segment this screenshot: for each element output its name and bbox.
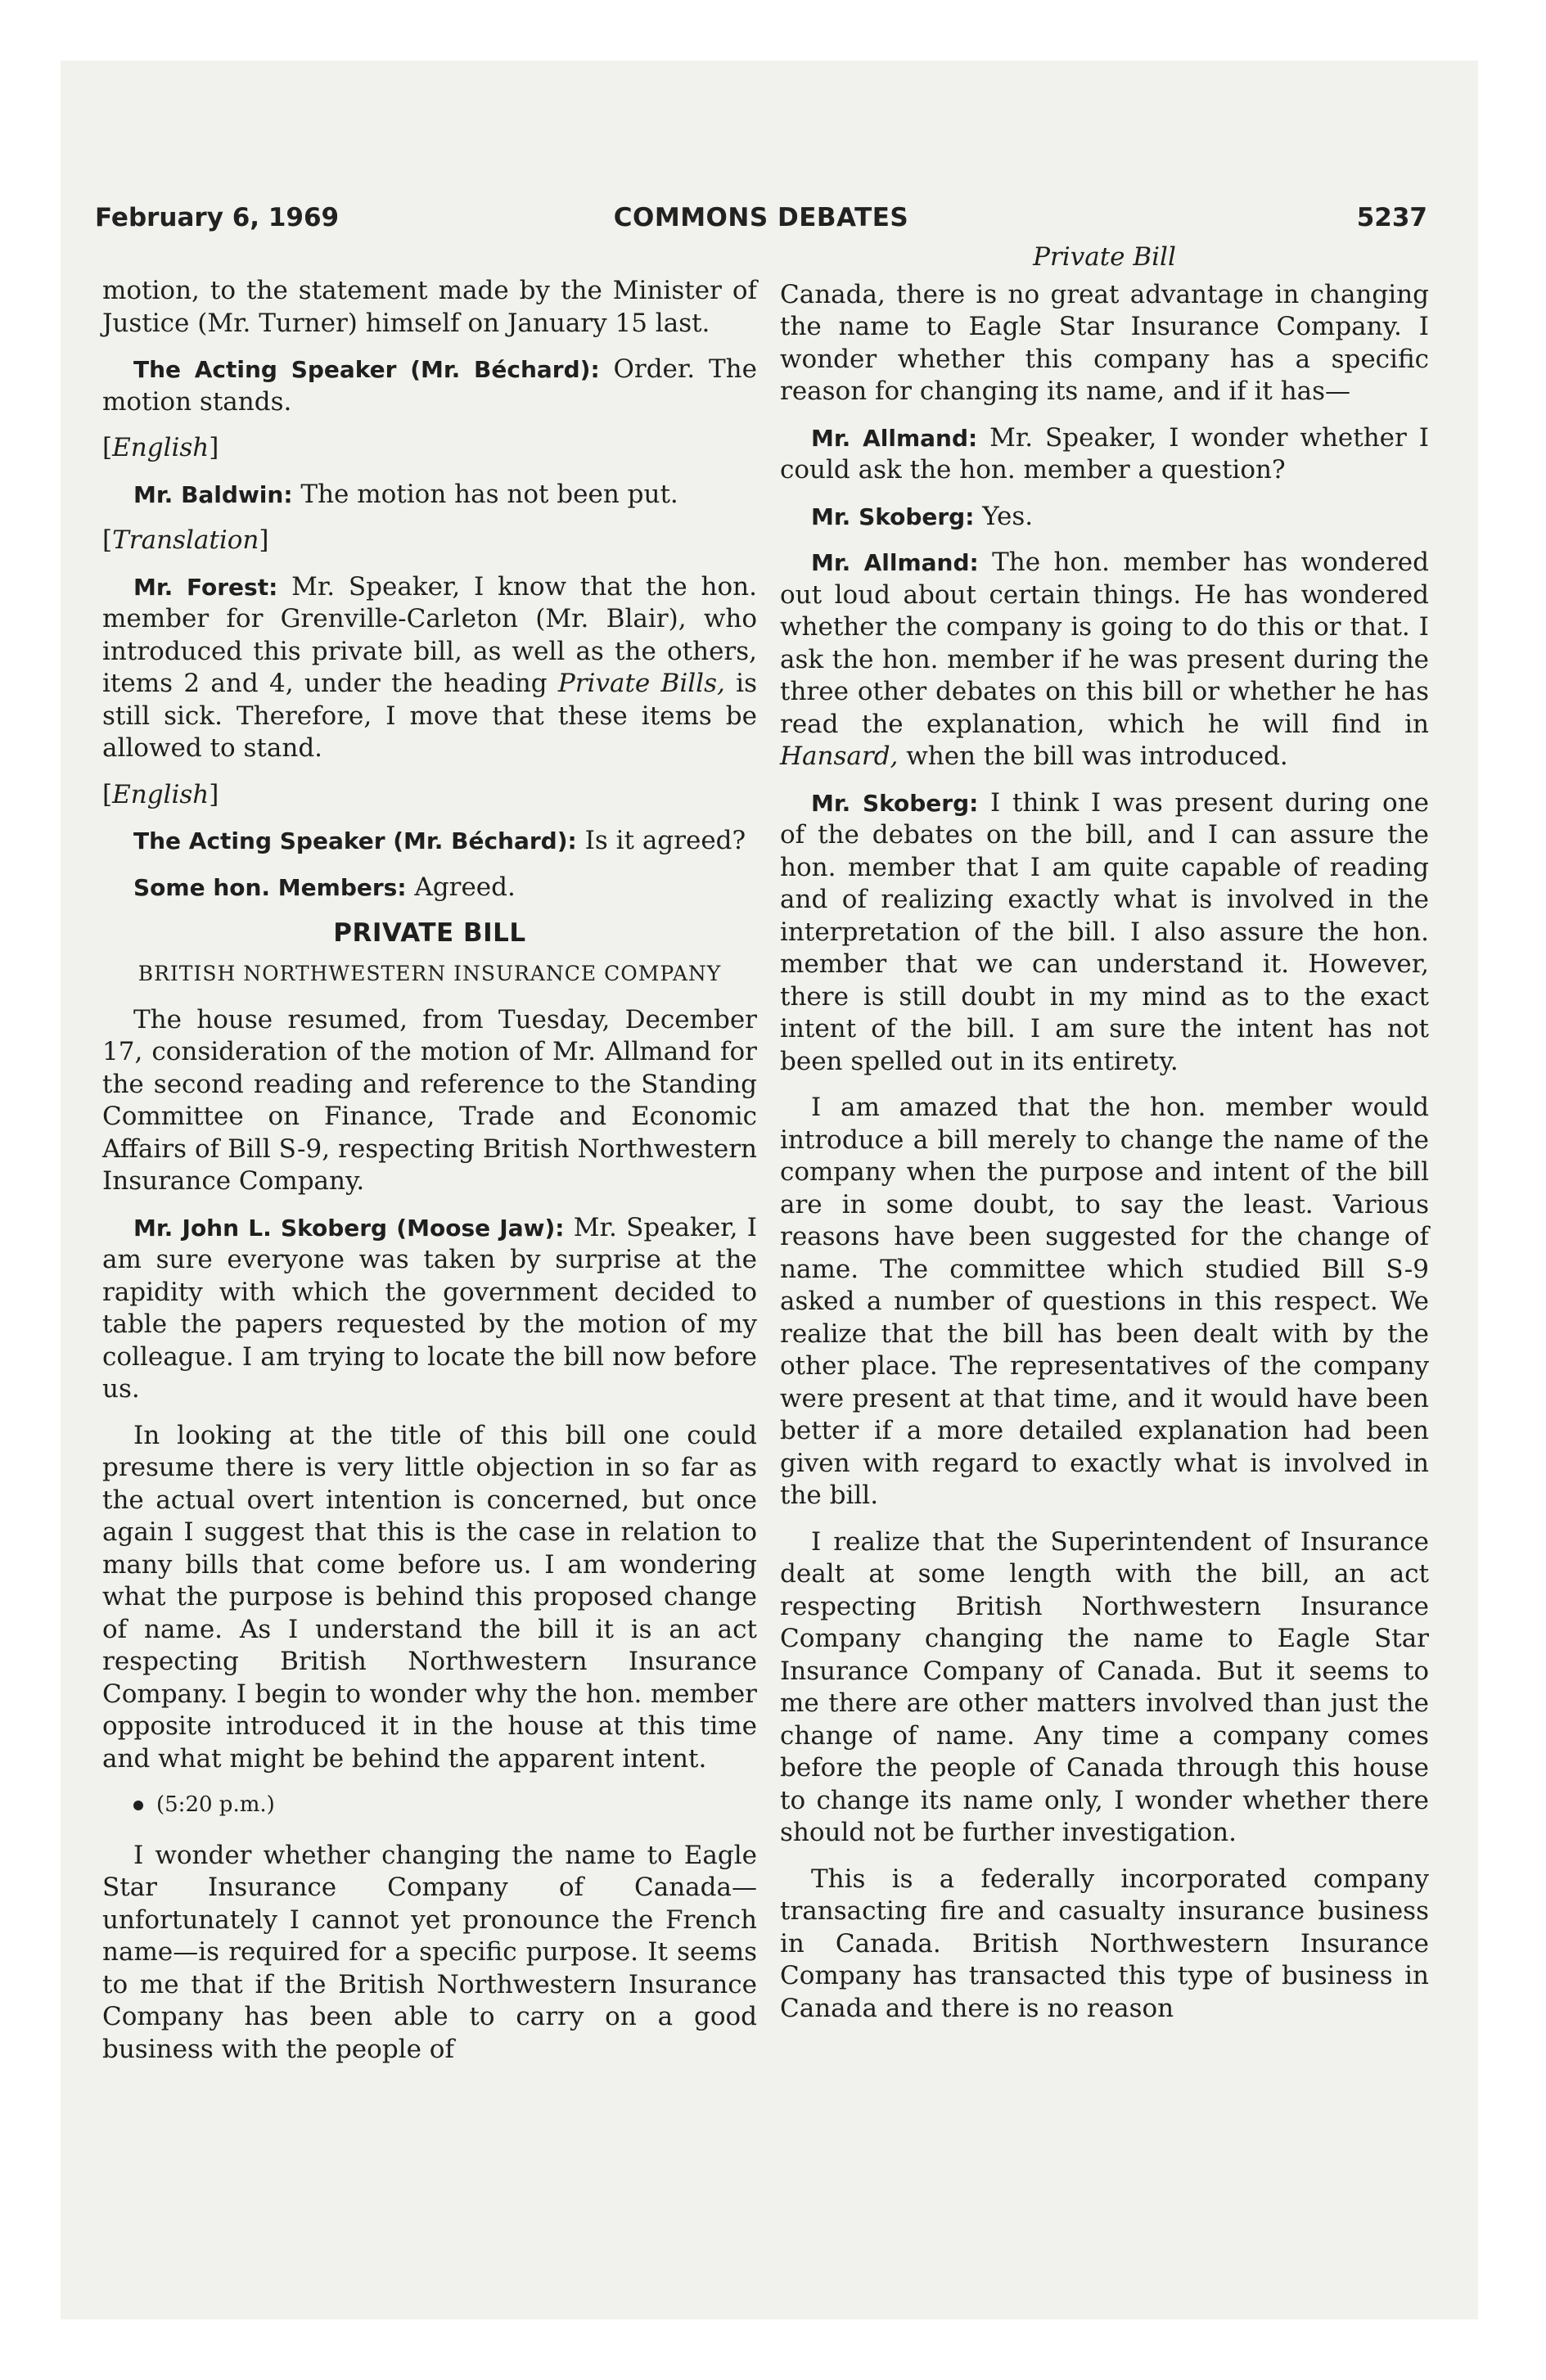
section-subtitle: BRITISH NORTHWESTERN INSURANCE COMPANY — [137, 961, 722, 985]
paragraph — [102, 872, 757, 904]
speech-text: Yes. — [974, 501, 1034, 531]
paragraph: The house resumed, from Tuesday, December 17, consideration of the motion of Mr. Allmand for the second reading and reference to the Standing Committee on Finance, Trade and Economic Affairs of Bill S-9, respecting British Northwestern Insurance Company. — [102, 1004, 757, 1196]
right-column — [780, 241, 1429, 2039]
page-header — [95, 203, 1427, 244]
speaker-name: Mr. John L. Skoberg (Moose Jaw): — [133, 1214, 565, 1242]
speaker-name: The Acting Speaker (Mr. Béchard): — [133, 356, 600, 383]
paragraph — [780, 547, 1429, 773]
paragraph: I am amazed that the hon. member would introduce a bill merely to change the name of the company when the purpose and intent of the bill are in some doubt, to say the least. Various reasons have been suggested for the change of name. The committee which studied Bill S-9 asked a number of questions in this respect. We realize that the bill has been dealt with by the other place. The representatives of the company were present at that time, and it would have been better if a more detailed explanation had been given with regard to exactly what is involved in the bill. — [780, 1093, 1429, 1510]
speaker-name: The Acting Speaker (Mr. Béchard): — [133, 827, 577, 854]
speaker-name: Some hon. Members: — [133, 873, 407, 901]
running-head: Private Bill — [1033, 242, 1176, 272]
speech-text: The hon. member has wondered out loud about certain things. He has wondered whether the company is going to do this or that. I ask the hon. member if he was present during the three other debates on this bill or whether he has read the explanation, which he will find in — [780, 548, 1429, 739]
speech-text: Mr. Speaker, I am sure everyone was taken by surprise at the rapidity with which the government decided to table the papers requested by the motion of my colleague. I am trying to locate the bill now before us. — [102, 1212, 757, 1404]
header-title: COMMONS DEBATES — [613, 203, 909, 232]
paragraph — [102, 354, 757, 418]
speaker-name: Mr. Baldwin: — [133, 480, 293, 508]
time-mark — [133, 1789, 757, 1822]
left-column — [102, 275, 757, 2080]
paragraph: In looking at the title of this bill one could presume there is very little objection in so far as the actual overt intention is concerned, but once again I suggest that this is the case in relation to many bills that come before us. I am wondering what the purpose is behind this proposed change of name. As I understand the bill it is an act respecting British Northwestern Insurance Company. I begin to wonder why the hon. member opposite introduced it in the house at this time and what might be behind the apparent intent. — [102, 1420, 757, 1774]
time-label: (5:20 p.m.) — [156, 1792, 275, 1817]
speech-text: Order. The motion stands. — [102, 354, 757, 417]
paragraph — [780, 787, 1429, 1079]
speech-text: Agreed. — [406, 872, 516, 902]
page-number: 5237 — [1356, 203, 1427, 232]
speech-text: when the bill was introduced. — [898, 741, 1288, 771]
paragraph — [780, 501, 1429, 534]
paragraph — [102, 825, 757, 858]
speaker-name: Mr. Forest: — [133, 573, 278, 601]
section-title: PRIVATE BILL — [333, 918, 526, 948]
language-label: English — [112, 779, 210, 809]
paragraph: Canada, there is no great advantage in changing the name to Eagle Star Insurance Company. I wonder whether this company has a specific reason for changing its name, and if it has— — [780, 279, 1429, 406]
paragraph: motion, to the statement made by the Minister of Justice (Mr. Turner) himself on January 15 last. — [102, 276, 757, 338]
speech-text: Mr. Speaker, I wonder whether I could ask the hon. member a question? — [780, 422, 1429, 485]
speech-text: The motion has not been put. — [292, 479, 678, 509]
italic-text: Private Bills, — [557, 669, 725, 698]
paragraph — [780, 422, 1429, 487]
paragraph: This is a federally incorporated company transacting fire and casualty insurance business in Canada. British Northwestern Insurance Company has transacted this type of business in Canada and there is no reason — [780, 1864, 1429, 2023]
speech-text: I think I was present during one of the debates on the bill, and I can assure the hon. member that I am quite capable of reading and of realizing exactly what is involved in the interpretation of the bill. I also assure the hon. member that we can understand it. However, there is still doubt in my mind as to the exact intent of the bill. I am sure the intent has not been spelled out in its entirety. — [780, 787, 1430, 1076]
language-marker: [English] — [102, 779, 219, 809]
speaker-name: Mr. Allmand: — [811, 549, 979, 576]
speech-text: Is it agreed? — [576, 826, 746, 855]
speaker-name: Mr. Allmand: — [811, 424, 978, 452]
language-label: English — [112, 433, 210, 462]
language-label: Translation — [112, 525, 259, 555]
language-marker: [Translation] — [102, 525, 269, 555]
speech-text: Mr. Speaker, I know that the hon. member for Grenville-Carleton (Mr. Blair), who introduced this private bill, as well as the others, items 2 and 4, under the heading — [102, 571, 757, 698]
speaker-name: Mr. Skoberg: — [811, 503, 975, 530]
paragraph: I wonder whether changing the name to Eagle Star Insurance Company of Canada—unfortunately I cannot yet pronounce the French name—is required for a specific purpose. It seems to me that if the British Northwestern Insurance Company has been able to carry on a good business with the people of — [102, 1840, 757, 2064]
paragraph: I realize that the Superintendent of Insurance dealt at some length with the bill, an act respecting British Northwestern Insurance Company changing the name to Eagle Star Insurance Company of Canada. But it seems to me there are other matters involved than just the change of name. Any time a company comes before the people of Canada through this house to change its name only, I wonder whether there should not be further investigation. — [780, 1526, 1429, 1847]
paragraph — [102, 571, 757, 765]
paragraph — [102, 479, 757, 512]
language-marker: [English] — [102, 433, 219, 462]
italic-text: Hansard, — [780, 741, 899, 771]
bullet-icon — [133, 1801, 143, 1810]
speaker-name: Mr. Skoberg: — [811, 789, 979, 817]
speech-text: is still sick. Therefore, I move that these items be allowed to stand. — [102, 669, 757, 763]
header-date: February 6, 1969 — [95, 203, 340, 232]
paragraph — [102, 1212, 757, 1406]
